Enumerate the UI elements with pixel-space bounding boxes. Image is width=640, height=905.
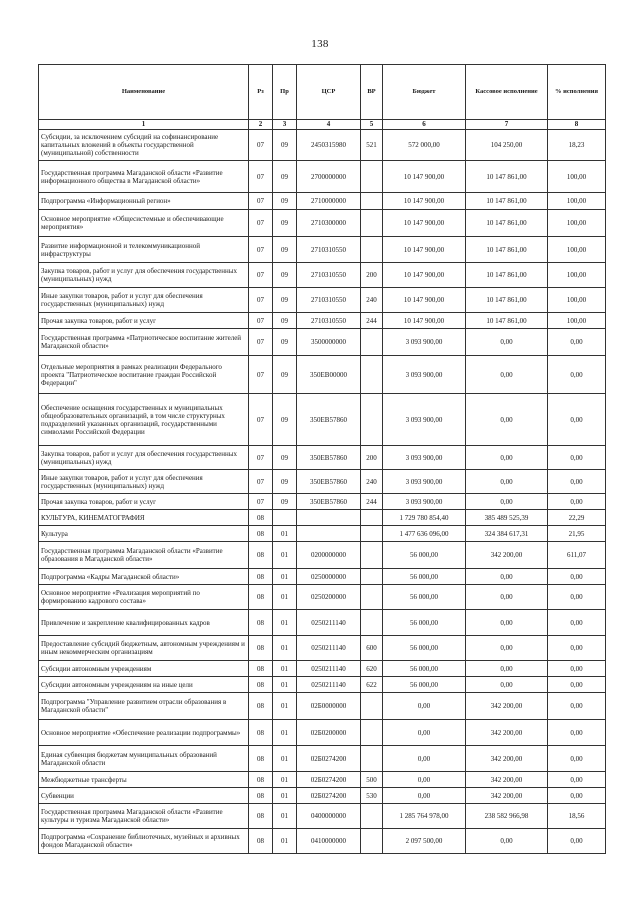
table-row — [39, 610, 606, 636]
row-pct: 100,00 — [548, 313, 606, 329]
row-budget: 10 147 900,00 — [383, 193, 466, 210]
row-pr: 01 — [273, 542, 297, 569]
row-rz: 07 — [249, 237, 273, 263]
row-vr: 500 — [361, 772, 383, 788]
row-rz: 07 — [249, 394, 273, 446]
row-vr: 244 — [361, 313, 383, 329]
row-vr: 244 — [361, 494, 383, 510]
row-name: Межбюджетные трансферты — [39, 772, 249, 788]
table-row — [39, 569, 606, 585]
row-name: Государственная программа Магаданской области «Развитие культуры и туризма Магаданской области» — [39, 804, 249, 829]
row-name: Закупка товаров, работ и услуг для обеспечения государственных (муниципальных) нужд — [39, 263, 249, 288]
row-name: Прочая закупка товаров, работ и услуг — [39, 494, 249, 510]
row-rz: 08 — [249, 829, 273, 854]
row-csr: 2710310550 — [297, 288, 361, 313]
row-budget: 3 093 900,00 — [383, 446, 466, 470]
row-csr: 0410000000 — [297, 829, 361, 854]
row-pr: 01 — [273, 677, 297, 693]
row-rz: 07 — [249, 313, 273, 329]
row-name: Отдельные мероприятия в рамках реализации Федерального проекта "Патриотическое воспитание граждан Российской Федерации" — [39, 356, 249, 394]
row-csr: 350EB57860 — [297, 494, 361, 510]
row-csr: 02Б0274200 — [297, 772, 361, 788]
row-pr: 01 — [273, 636, 297, 661]
row-pr: 01 — [273, 829, 297, 854]
row-pr: 01 — [273, 610, 297, 636]
table-row — [39, 720, 606, 746]
row-pr: 01 — [273, 693, 297, 720]
row-rz: 07 — [249, 130, 273, 161]
row-budget: 56 000,00 — [383, 677, 466, 693]
row-csr — [297, 510, 361, 526]
row-pr: 09 — [273, 394, 297, 446]
row-budget: 0,00 — [383, 720, 466, 746]
row-csr: 2710000000 — [297, 193, 361, 210]
row-csr: 0400000000 — [297, 804, 361, 829]
row-vr — [361, 526, 383, 542]
row-budget: 1 285 764 978,00 — [383, 804, 466, 829]
row-name: Привлечение и закрепление квалифицированных кадров — [39, 610, 249, 636]
row-cash: 342 200,00 — [466, 693, 548, 720]
row-pr: 09 — [273, 263, 297, 288]
table-row — [39, 193, 606, 210]
table-row — [39, 829, 606, 854]
row-rz: 07 — [249, 193, 273, 210]
row-pct: 0,00 — [548, 788, 606, 804]
row-cash: 0,00 — [466, 677, 548, 693]
row-rz: 07 — [249, 288, 273, 313]
row-vr — [361, 542, 383, 569]
column-number: 2 — [249, 120, 273, 130]
row-vr — [361, 585, 383, 610]
row-budget: 10 147 900,00 — [383, 263, 466, 288]
row-pr: 09 — [273, 237, 297, 263]
header-row — [39, 65, 606, 120]
row-name: Государственная программа Магаданской области «Развитие образования в Магаданской области» — [39, 542, 249, 569]
row-vr: 530 — [361, 788, 383, 804]
row-name: Иные закупки товаров, работ и услуг для обеспечения государственных (муниципальных) нужд — [39, 470, 249, 494]
row-pr: 09 — [273, 313, 297, 329]
row-pct: 0,00 — [548, 610, 606, 636]
row-csr: 350EB57860 — [297, 394, 361, 446]
row-vr: 200 — [361, 446, 383, 470]
row-csr: 2710300000 — [297, 210, 361, 237]
row-vr — [361, 569, 383, 585]
row-name: Культура — [39, 526, 249, 542]
row-vr: 200 — [361, 263, 383, 288]
row-rz: 08 — [249, 693, 273, 720]
row-pr: 01 — [273, 804, 297, 829]
column-number-row — [39, 120, 606, 130]
row-rz: 08 — [249, 804, 273, 829]
row-pr: 09 — [273, 329, 297, 356]
column-number: 5 — [361, 120, 383, 130]
row-pr — [273, 510, 297, 526]
row-vr: 620 — [361, 661, 383, 677]
table-row — [39, 288, 606, 313]
row-budget: 3 093 900,00 — [383, 470, 466, 494]
row-rz: 08 — [249, 661, 273, 677]
row-csr: 02Б0274200 — [297, 746, 361, 772]
row-rz: 07 — [249, 263, 273, 288]
row-budget: 3 093 900,00 — [383, 494, 466, 510]
row-budget: 56 000,00 — [383, 661, 466, 677]
row-rz: 07 — [249, 446, 273, 470]
column-header-rz: Рз — [249, 65, 273, 120]
table-row — [39, 636, 606, 661]
row-pct: 0,00 — [548, 677, 606, 693]
table-row — [39, 356, 606, 394]
column-number: 4 — [297, 120, 361, 130]
row-name: Единая субвенция бюджетам муниципальных образований Магаданской области — [39, 746, 249, 772]
row-cash: 10 147 861,00 — [466, 161, 548, 193]
row-cash: 0,00 — [466, 470, 548, 494]
row-csr: 2710310550 — [297, 313, 361, 329]
row-csr: 0250000000 — [297, 569, 361, 585]
row-budget: 56 000,00 — [383, 542, 466, 569]
column-number: 6 — [383, 120, 466, 130]
budget-execution-table — [38, 64, 606, 854]
row-budget: 56 000,00 — [383, 636, 466, 661]
row-budget: 10 147 900,00 — [383, 161, 466, 193]
row-budget: 10 147 900,00 — [383, 288, 466, 313]
column-header-cash: Кассовое исполнение — [466, 65, 548, 120]
row-rz: 08 — [249, 746, 273, 772]
column-header-pct: % исполнения — [548, 65, 606, 120]
row-vr — [361, 829, 383, 854]
row-budget: 10 147 900,00 — [383, 313, 466, 329]
row-pct: 100,00 — [548, 263, 606, 288]
column-number: 1 — [39, 120, 249, 130]
row-rz: 07 — [249, 494, 273, 510]
row-pr: 01 — [273, 569, 297, 585]
row-vr: 622 — [361, 677, 383, 693]
column-number: 7 — [466, 120, 548, 130]
row-pct: 0,00 — [548, 494, 606, 510]
page-number: 138 — [311, 38, 329, 50]
row-cash: 0,00 — [466, 610, 548, 636]
column-number: 8 — [548, 120, 606, 130]
row-budget: 56 000,00 — [383, 569, 466, 585]
row-pct: 18,23 — [548, 130, 606, 161]
table-row — [39, 677, 606, 693]
row-pr: 01 — [273, 585, 297, 610]
row-pct: 0,00 — [548, 329, 606, 356]
row-cash: 104 250,00 — [466, 130, 548, 161]
row-name: Подпрограмма "Управление развитием отрасли образования в Магаданской области" — [39, 693, 249, 720]
row-pr: 09 — [273, 193, 297, 210]
row-cash: 342 200,00 — [466, 788, 548, 804]
row-vr — [361, 610, 383, 636]
row-pct: 22,29 — [548, 510, 606, 526]
row-vr: 521 — [361, 130, 383, 161]
row-pct: 0,00 — [548, 446, 606, 470]
row-budget: 1 477 636 096,00 — [383, 526, 466, 542]
row-budget: 2 097 500,00 — [383, 829, 466, 854]
row-budget: 3 093 900,00 — [383, 394, 466, 446]
row-pct: 100,00 — [548, 288, 606, 313]
row-cash: 10 147 861,00 — [466, 263, 548, 288]
row-pct: 21,95 — [548, 526, 606, 542]
row-csr: 2710310550 — [297, 237, 361, 263]
row-vr — [361, 746, 383, 772]
table-row — [39, 161, 606, 193]
row-pct: 0,00 — [548, 693, 606, 720]
row-cash: 342 200,00 — [466, 746, 548, 772]
row-budget: 10 147 900,00 — [383, 237, 466, 263]
table-row — [39, 210, 606, 237]
table-row — [39, 746, 606, 772]
row-vr — [361, 193, 383, 210]
row-pr: 09 — [273, 470, 297, 494]
row-name: Прочая закупка товаров, работ и услуг — [39, 313, 249, 329]
row-name: Государственная программа Магаданской области «Развитие информационного общества в Магаданской области» — [39, 161, 249, 193]
row-cash: 0,00 — [466, 829, 548, 854]
row-pct: 0,00 — [548, 829, 606, 854]
row-cash: 0,00 — [466, 446, 548, 470]
row-csr — [297, 526, 361, 542]
row-pct: 0,00 — [548, 720, 606, 746]
row-pct: 0,00 — [548, 569, 606, 585]
row-rz: 07 — [249, 470, 273, 494]
row-cash: 0,00 — [466, 569, 548, 585]
row-csr: 0250211140 — [297, 677, 361, 693]
row-pct: 0,00 — [548, 394, 606, 446]
column-number: 3 — [273, 120, 297, 130]
table-row — [39, 772, 606, 788]
row-csr: 2710310550 — [297, 263, 361, 288]
row-pr: 09 — [273, 446, 297, 470]
row-pr: 09 — [273, 494, 297, 510]
row-pr: 01 — [273, 772, 297, 788]
row-csr: 0250211140 — [297, 661, 361, 677]
row-cash: 0,00 — [466, 636, 548, 661]
row-budget: 1 729 780 854,40 — [383, 510, 466, 526]
row-rz: 08 — [249, 585, 273, 610]
row-vr — [361, 329, 383, 356]
row-vr: 600 — [361, 636, 383, 661]
table-row — [39, 542, 606, 569]
row-pr: 09 — [273, 161, 297, 193]
row-cash: 342 200,00 — [466, 542, 548, 569]
row-cash: 10 147 861,00 — [466, 237, 548, 263]
row-name: Развитие информационной и телекоммуникационной инфраструктуры — [39, 237, 249, 263]
row-csr: 350EB57860 — [297, 446, 361, 470]
row-rz: 07 — [249, 210, 273, 237]
row-rz: 08 — [249, 772, 273, 788]
row-cash: 10 147 861,00 — [466, 288, 548, 313]
row-rz: 08 — [249, 526, 273, 542]
table-row — [39, 130, 606, 161]
row-budget: 0,00 — [383, 772, 466, 788]
row-csr: 02Б0200000 — [297, 720, 361, 746]
row-cash: 342 200,00 — [466, 772, 548, 788]
row-csr: 02Б0000000 — [297, 693, 361, 720]
row-cash: 385 489 525,39 — [466, 510, 548, 526]
table-row — [39, 329, 606, 356]
row-name: Государственная программа «Патриотическое воспитание жителей Магаданской области» — [39, 329, 249, 356]
row-cash: 10 147 861,00 — [466, 193, 548, 210]
row-name: Подпрограмма «Кадры Магаданской области» — [39, 569, 249, 585]
row-pr: 01 — [273, 720, 297, 746]
column-header-budget: Бюджет — [383, 65, 466, 120]
row-name: Субсидии автономным учреждениям на иные цели — [39, 677, 249, 693]
row-csr: 02Б0274200 — [297, 788, 361, 804]
row-rz: 08 — [249, 542, 273, 569]
row-budget: 10 147 900,00 — [383, 210, 466, 237]
row-vr — [361, 237, 383, 263]
row-name: Подпрограмма «Сохранение библиотечных, музейных и архивных фондов Магаданской области» — [39, 829, 249, 854]
row-vr — [361, 804, 383, 829]
row-csr: 3500000000 — [297, 329, 361, 356]
row-pr: 01 — [273, 788, 297, 804]
row-name: Обеспечение оснащения государственных и муниципальных общеобразовательных организаций, в том числе структурных подразделений указанных организаций, государственными символами Российской Федерации — [39, 394, 249, 446]
row-vr — [361, 510, 383, 526]
row-csr: 0250211140 — [297, 610, 361, 636]
row-vr — [361, 210, 383, 237]
row-vr — [361, 161, 383, 193]
row-name: Закупка товаров, работ и услуг для обеспечения государственных (муниципальных) нужд — [39, 446, 249, 470]
row-budget: 0,00 — [383, 746, 466, 772]
table-row — [39, 237, 606, 263]
column-header-name: Наименование — [39, 65, 249, 120]
row-name: Предоставление субсидий бюджетным, автономным учреждениям и иным некоммерческим организациям — [39, 636, 249, 661]
row-cash: 0,00 — [466, 494, 548, 510]
row-pr: 09 — [273, 210, 297, 237]
row-budget: 56 000,00 — [383, 585, 466, 610]
row-rz: 08 — [249, 720, 273, 746]
row-vr — [361, 394, 383, 446]
table-row — [39, 446, 606, 470]
table-row — [39, 526, 606, 542]
row-pr: 01 — [273, 661, 297, 677]
table-row — [39, 510, 606, 526]
row-rz: 07 — [249, 161, 273, 193]
row-name: Субсидии автономным учреждениям — [39, 661, 249, 677]
row-pr: 01 — [273, 526, 297, 542]
row-pct: 0,00 — [548, 746, 606, 772]
row-csr: 350EB57860 — [297, 470, 361, 494]
row-rz: 08 — [249, 788, 273, 804]
row-vr — [361, 720, 383, 746]
row-csr: 350EB00000 — [297, 356, 361, 394]
row-pct: 0,00 — [548, 470, 606, 494]
row-name: Субвенции — [39, 788, 249, 804]
row-csr: 2700000000 — [297, 161, 361, 193]
row-pct: 0,00 — [548, 661, 606, 677]
row-vr: 240 — [361, 288, 383, 313]
table-row — [39, 693, 606, 720]
row-cash: 342 200,00 — [466, 720, 548, 746]
row-name: Основное мероприятие «Реализация мероприятий по формированию кадрового состава» — [39, 585, 249, 610]
table-row — [39, 585, 606, 610]
row-rz: 07 — [249, 329, 273, 356]
row-pr: 09 — [273, 288, 297, 313]
table-row — [39, 788, 606, 804]
row-csr: 0200000000 — [297, 542, 361, 569]
row-pct: 0,00 — [548, 772, 606, 788]
table-row — [39, 804, 606, 829]
column-header-pr: Пр — [273, 65, 297, 120]
row-cash: 10 147 861,00 — [466, 313, 548, 329]
row-budget: 3 093 900,00 — [383, 329, 466, 356]
table-body — [39, 130, 606, 854]
row-budget: 3 093 900,00 — [383, 356, 466, 394]
row-name: Основное мероприятие «Общесистемные и обеспечивающие мероприятия» — [39, 210, 249, 237]
column-header-csr: ЦСР — [297, 65, 361, 120]
column-header-vr: ВР — [361, 65, 383, 120]
row-rz: 08 — [249, 636, 273, 661]
row-name: Субсидии, за исключением субсидий на софинансирование капитальных вложений в объекты государственной (муниципальной) собственности — [39, 130, 249, 161]
row-pct: 0,00 — [548, 585, 606, 610]
row-pct: 0,00 — [548, 636, 606, 661]
row-pr: 09 — [273, 130, 297, 161]
table-row — [39, 661, 606, 677]
row-rz: 07 — [249, 356, 273, 394]
row-rz: 08 — [249, 610, 273, 636]
row-pct: 0,00 — [548, 356, 606, 394]
row-vr — [361, 693, 383, 720]
row-cash: 0,00 — [466, 356, 548, 394]
row-rz: 08 — [249, 569, 273, 585]
row-name: Подпрограмма «Информационный регион» — [39, 193, 249, 210]
row-budget: 56 000,00 — [383, 610, 466, 636]
row-vr — [361, 356, 383, 394]
row-pr: 01 — [273, 746, 297, 772]
row-cash: 0,00 — [466, 329, 548, 356]
row-name: КУЛЬТУРА, КИНЕМАТОГРАФИЯ — [39, 510, 249, 526]
row-csr: 2450315980 — [297, 130, 361, 161]
row-cash: 0,00 — [466, 661, 548, 677]
table-row — [39, 313, 606, 329]
row-rz: 08 — [249, 510, 273, 526]
row-name: Иные закупки товаров, работ и услуг для обеспечения государственных (муниципальных) нужд — [39, 288, 249, 313]
row-pr: 09 — [273, 356, 297, 394]
row-cash: 0,00 — [466, 394, 548, 446]
row-vr: 240 — [361, 470, 383, 494]
row-cash: 324 384 617,31 — [466, 526, 548, 542]
row-pct: 100,00 — [548, 193, 606, 210]
row-rz: 08 — [249, 677, 273, 693]
row-budget: 0,00 — [383, 693, 466, 720]
table-row — [39, 494, 606, 510]
row-cash: 0,00 — [466, 585, 548, 610]
row-csr: 0250200000 — [297, 585, 361, 610]
row-pct: 611,07 — [548, 542, 606, 569]
row-csr: 0250211140 — [297, 636, 361, 661]
row-budget: 572 000,00 — [383, 130, 466, 161]
row-budget: 0,00 — [383, 788, 466, 804]
table-row — [39, 394, 606, 446]
row-pct: 18,56 — [548, 804, 606, 829]
row-cash: 10 147 861,00 — [466, 210, 548, 237]
table-row — [39, 263, 606, 288]
table-row — [39, 470, 606, 494]
row-cash: 238 582 966,98 — [466, 804, 548, 829]
row-pct: 100,00 — [548, 161, 606, 193]
row-pct: 100,00 — [548, 210, 606, 237]
row-name: Основное мероприятие «Обеспечение реализации подпрограммы» — [39, 720, 249, 746]
row-pct: 100,00 — [548, 237, 606, 263]
